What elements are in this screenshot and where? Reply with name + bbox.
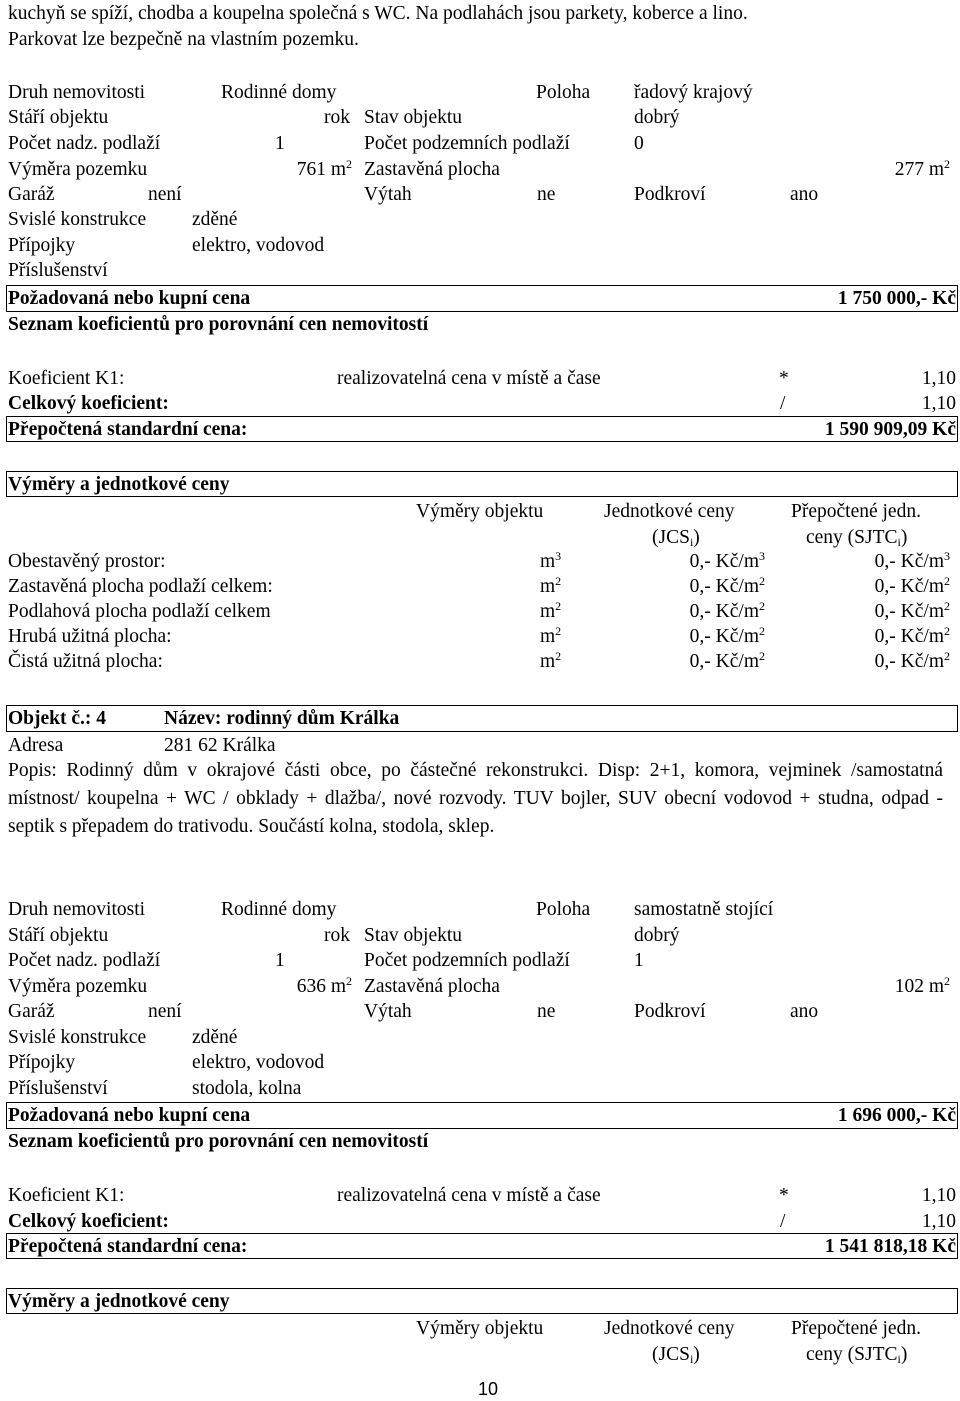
col-sjtc: ceny $(SJTC_i)$ — [806, 527, 908, 549]
label-vytah: Výtah — [364, 1001, 412, 1022]
value-k1: 1,10 — [921, 368, 956, 389]
label-vymera-pozemku: Výměra pozemku — [8, 159, 148, 180]
value-podkrovi: ano — [790, 184, 819, 205]
value-vymera-pozemku: 761 $m^2$ — [296, 157, 352, 180]
value-pocet-nadz: 1 — [275, 133, 285, 154]
unit-price-sjtc: 0,- $Kč/m^2$ — [874, 574, 950, 597]
label-celkovy: Celkový koeficient: — [8, 1211, 169, 1232]
value-cena: 1 696 000,- Kč — [837, 1105, 956, 1126]
label-pozadovana: Požadovaná nebo kupní cena — [8, 288, 251, 309]
page-number: 10 — [478, 1379, 499, 1399]
label-stari: Stáří objektu — [8, 107, 109, 128]
unit-price-sjtc: 0,- $Kč/m^3$ — [874, 549, 950, 572]
unit-price-sjtc: 0,- $Kč/m^2$ — [874, 599, 950, 622]
intro-line-1: kuchyň se spíží, chodba a koupelna společná s WC. Na podlahách jsou parkety, koberce a lino. — [8, 3, 748, 24]
value-svisle: zděné — [192, 1027, 238, 1048]
area-unit: $m^2$ — [540, 599, 562, 622]
col-prepoctene: Přepočtené jedn. — [791, 501, 921, 522]
label-podkrovi: Podkroví — [634, 1001, 706, 1022]
value-pocet-podz: 0 — [634, 133, 644, 154]
label-stav: Stav objektu — [364, 107, 463, 128]
object-header-box — [6, 705, 958, 732]
area-unit: $m^2$ — [540, 574, 562, 597]
label-pripojky: Přípojky — [8, 235, 76, 256]
value-podkrovi: ano — [790, 1001, 819, 1022]
value-prislusenstvi: stodola, kolna — [192, 1078, 302, 1099]
col-jednotkove: Jednotkové ceny — [604, 1318, 735, 1339]
label-rok: rok — [324, 107, 350, 128]
value-cena: 1 750 000,- Kč — [837, 288, 956, 309]
unit-price-jcs: 0,- $Kč/m^2$ — [689, 624, 765, 647]
op-multiply: * — [779, 368, 789, 389]
col-jcs: $(JCS_i)$ — [652, 527, 700, 549]
label-druh: Druh nemovitosti — [8, 82, 146, 103]
value-poloha: samostatně stojící — [634, 899, 774, 920]
value-stav: dobrý — [634, 925, 680, 946]
op-multiply: * — [779, 1185, 789, 1206]
label-prislusenstvi: Příslušenství — [8, 260, 108, 281]
op-divide: / — [780, 1211, 786, 1232]
object-name: Název: rodinný dům Králka — [164, 708, 400, 729]
area-label: Čistá užitná plocha: — [8, 651, 163, 672]
value-adresa: 281 62 Králka — [164, 735, 276, 756]
label-pocet-nadz: Počet nadz. podlaží — [8, 133, 161, 154]
label-svisle: Svislé konstrukce — [8, 1027, 147, 1048]
label-pocet-podz: Počet podzemních podlaží — [364, 950, 570, 971]
value-pripojky: elektro, vodovod — [192, 235, 325, 256]
area-unit: $m^2$ — [540, 649, 562, 672]
label-garaz: Garáž — [8, 184, 55, 205]
value-pripojky: elektro, vodovod — [192, 1052, 325, 1073]
label-svisle: Svislé konstrukce — [8, 209, 147, 230]
label-prislusenstvi: Příslušenství — [8, 1078, 108, 1099]
value-druh: Rodinné domy — [221, 82, 337, 103]
label-druh: Druh nemovitosti — [8, 899, 146, 920]
col-jednotkove: Jednotkové ceny — [604, 501, 735, 522]
value-prepoctena: 1 590 909,09 Kč — [824, 419, 956, 440]
unit-price-jcs: 0,- $Kč/m^2$ — [689, 649, 765, 672]
label-adresa: Adresa — [8, 735, 64, 756]
areas-title: Výměry a jednotkové ceny — [8, 474, 230, 495]
value-garaz: není — [148, 184, 182, 205]
col-jcs: $(JCS_i)$ — [652, 1344, 700, 1366]
value-celkovy: 1,10 — [921, 393, 956, 414]
area-unit: $m^2$ — [540, 624, 562, 647]
col-prepoctene: Přepočtené jedn. — [791, 1318, 921, 1339]
area-label: Obestavěný prostor: — [8, 551, 166, 572]
label-vytah: Výtah — [364, 184, 412, 205]
area-label: Hrubá užitná plocha: — [8, 626, 172, 647]
label-stari: Stáří objektu — [8, 925, 109, 946]
value-zastavena: 277 $m^2$ — [894, 157, 950, 180]
label-pozadovana: Požadovaná nebo kupní cena — [8, 1105, 251, 1126]
value-pocet-podz: 1 — [634, 950, 644, 971]
label-koef-k1-desc: realizovatelná cena v místě a čase — [337, 1185, 601, 1206]
label-stav: Stav objektu — [364, 925, 463, 946]
unit-price-sjtc: 0,- $Kč/m^2$ — [874, 649, 950, 672]
label-koef-k1: Koeficient K1: — [8, 368, 125, 389]
unit-price-jcs: 0,- $Kč/m^2$ — [689, 574, 765, 597]
value-pocet-nadz: 1 — [275, 950, 285, 971]
value-zastavena: 102 $m^2$ — [894, 974, 950, 997]
label-podkrovi: Podkroví — [634, 184, 706, 205]
label-seznam: Seznam koeficientů pro porovnání cen nemovitostí — [8, 1131, 429, 1152]
area-unit: $m^3$ — [540, 549, 562, 572]
unit-price-jcs: 0,- $Kč/m^3$ — [689, 549, 765, 572]
label-rok: rok — [324, 925, 350, 946]
object-number: Objekt č.: 4 — [8, 708, 107, 729]
value-vytah: ne — [537, 1001, 556, 1022]
label-pripojky: Přípojky — [8, 1052, 76, 1073]
area-label: Zastavěná plocha podlaží celkem: — [8, 576, 273, 597]
areas-title: Výměry a jednotkové ceny — [8, 1291, 230, 1312]
label-prepoctena: Přepočtená standardní cena: — [8, 1236, 248, 1257]
label-koef-k1-desc: realizovatelná cena v místě a čase — [337, 368, 601, 389]
value-stav: dobrý — [634, 107, 680, 128]
label-zastavena: Zastavěná plocha — [364, 159, 500, 180]
value-vymera-pozemku: 636 $m^2$ — [296, 974, 352, 997]
unit-price-sjtc: 0,- $Kč/m^2$ — [874, 624, 950, 647]
label-pocet-nadz: Počet nadz. podlaží — [8, 950, 161, 971]
value-k1: 1,10 — [921, 1185, 956, 1206]
intro-line-2: Parkovat lze bezpečně na vlastním pozemku. — [8, 29, 359, 50]
label-prepoctena: Přepočtená standardní cena: — [8, 419, 248, 440]
col-vymery: Výměry objektu — [416, 1318, 544, 1339]
label-seznam: Seznam koeficientů pro porovnání cen nemovitostí — [8, 314, 429, 335]
op-divide: / — [780, 393, 786, 414]
value-druh: Rodinné domy — [221, 899, 337, 920]
area-label: Podlahová plocha podlaží celkem — [8, 601, 271, 622]
value-poloha: řadový krajový — [634, 82, 753, 103]
unit-price-jcs: 0,- $Kč/m^2$ — [689, 599, 765, 622]
value-prepoctena: 1 541 818,18 Kč — [824, 1236, 956, 1257]
label-zastavena: Zastavěná plocha — [364, 976, 500, 997]
label-pocet-podz: Počet podzemních podlaží — [364, 133, 570, 154]
value-garaz: není — [148, 1001, 182, 1022]
label-poloha: Poloha — [536, 82, 591, 103]
label-koef-k1: Koeficient K1: — [8, 1185, 125, 1206]
label-poloha: Poloha — [536, 899, 591, 920]
label-garaz: Garáž — [8, 1001, 55, 1022]
label-celkovy: Celkový koeficient: — [8, 393, 169, 414]
col-vymery: Výměry objektu — [416, 501, 544, 522]
col-sjtc: ceny $(SJTC_i)$ — [806, 1344, 908, 1366]
value-celkovy: 1,10 — [921, 1211, 956, 1232]
value-vytah: ne — [537, 184, 556, 205]
object-description: Popis: Rodinný dům v okrajové části obce, po částečné rekonstrukci. Disp: 2+1, komora, vejminek /samostatná místnost/ koupelna + WC / obklady + dlažba/, nové rozvody. TUV bojler, SUV obecní vodovod + studna, odpad - septik s přepadem do trativodu. Součástí kolna, stodola, sklep. — [8, 760, 944, 837]
value-svisle: zděné — [192, 209, 238, 230]
label-vymera-pozemku: Výměra pozemku — [8, 976, 148, 997]
